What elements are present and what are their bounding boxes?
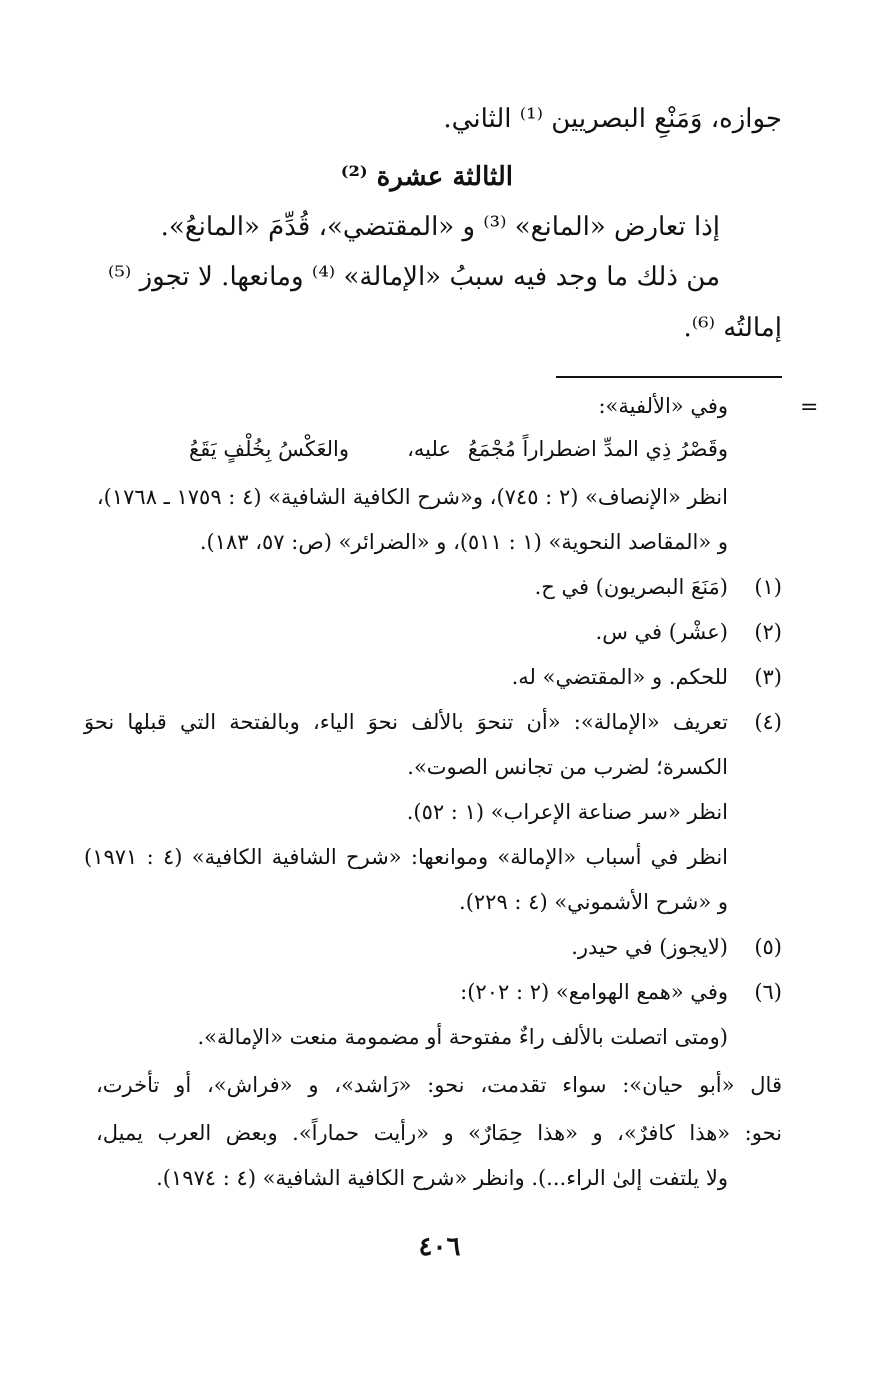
footnote-cont-ref-2: و «المقاصد النحوية» (١ : ٥١١)، و «الضرائر» (ص: ٥٧، ١٨٣). — [199, 530, 728, 554]
footnote-6-line-4: نحو: «هذا كافرٌ»، و «هذا حِمَارٌ» و «رأيت حماراً». وبعض العرب يميل، — [96, 1121, 782, 1145]
verse-part-c: والعَكْسُ بِخُلْفٍ يَقَعُ — [189, 437, 349, 461]
footnote-separator — [556, 376, 782, 378]
footnote-4-line-4: انظر في أسباب «الإمالة» وموانعها: «شرح الشافية الكافية» (٤ : ١٩٧١) — [84, 845, 729, 869]
footnote-4-line-3: انظر «سر صناعة الإعراب» (١ : ٥٢). — [406, 800, 728, 824]
footnote-cont-intro: وفي «الألفية»: — [598, 394, 728, 418]
footnote-number-6: (٦) — [754, 980, 782, 1004]
verse-part-b: عليه، — [407, 437, 451, 461]
footnote-cont-ref-1: انظر «الإنصاف» (٢ : ٧٤٥)، و«شرح الكافية الشافية» (٤ : ١٧٥٩ ـ ١٧٦٨)، — [96, 485, 728, 509]
continuation-mark: = — [800, 395, 819, 420]
footnote-number-5: (٥) — [754, 935, 782, 959]
footnote-6-line-2: (ومتى اتصلت بالألف راءٌ مفتوحة أو مضمومة منعت «الإمالة». — [197, 1025, 728, 1049]
footnote-5: (لايجوز) في حيدر. — [571, 935, 728, 959]
footnote-number-1: (١) — [754, 575, 782, 599]
footnote-number-2: (٢) — [754, 620, 782, 644]
footnote-number-4: (٤) — [754, 710, 782, 734]
verse-part-a: وقَصْرُ ذِي المدِّ اضطراراً مُجْمَعُ — [467, 437, 728, 461]
footnote-number-3: (٣) — [754, 665, 782, 689]
footnote-1: (مَنَعَ البصريون) في ح. — [534, 575, 728, 599]
body-line-2: إذا تعارض «المانع» ⁽³⁾ و «المقتضي»، قُدِّمَ «المانعُ». — [160, 212, 720, 242]
footnote-6-line-3: قال «أبو حيان»: سواء تقدمت، نحو: «رَاشد»، و «فراش»، أو تأخرت، — [96, 1073, 782, 1097]
body-line-4: إمالتُه ⁽⁶⁾. — [683, 313, 782, 343]
footnote-4-line-1: تعريف «الإمالة»: «أن تنحوَ بالألف نحوَ الياء، وبالفتحة التي قبلها نحوَ — [84, 710, 728, 734]
body-line-3: من ذلك ما وجد فيه سببُ «الإمالة» ⁽⁴⁾ ومانعها. لا تجوز ⁽⁵⁾ — [108, 262, 720, 292]
body-line-1: جوازه، وَمَنْعِ البصريين ⁽¹⁾ الثاني. — [443, 104, 782, 134]
section-heading: الثالثة عشرة ⁽²⁾ — [340, 162, 513, 192]
footnote-6-line-1: وفي «همع الهوامع» (٢ : ٢٠٢): — [460, 980, 728, 1004]
footnote-4-line-5: و «شرح الأشموني» (٤ : ٢٢٩). — [459, 890, 728, 914]
page-number: ٤٠٦ — [418, 1232, 461, 1262]
footnote-4-line-2: الكسرة؛ لضرب من تجانس الصوت». — [407, 755, 728, 779]
footnote-6-line-5: ولا يلتفت إلىٰ الراء...). وانظر «شرح الكافية الشافية» (٤ : ١٩٧٤). — [156, 1166, 728, 1190]
footnote-2: (عشْر) في س. — [595, 620, 728, 644]
footnote-3: للحكم. و «المقتضي» له. — [511, 665, 728, 689]
